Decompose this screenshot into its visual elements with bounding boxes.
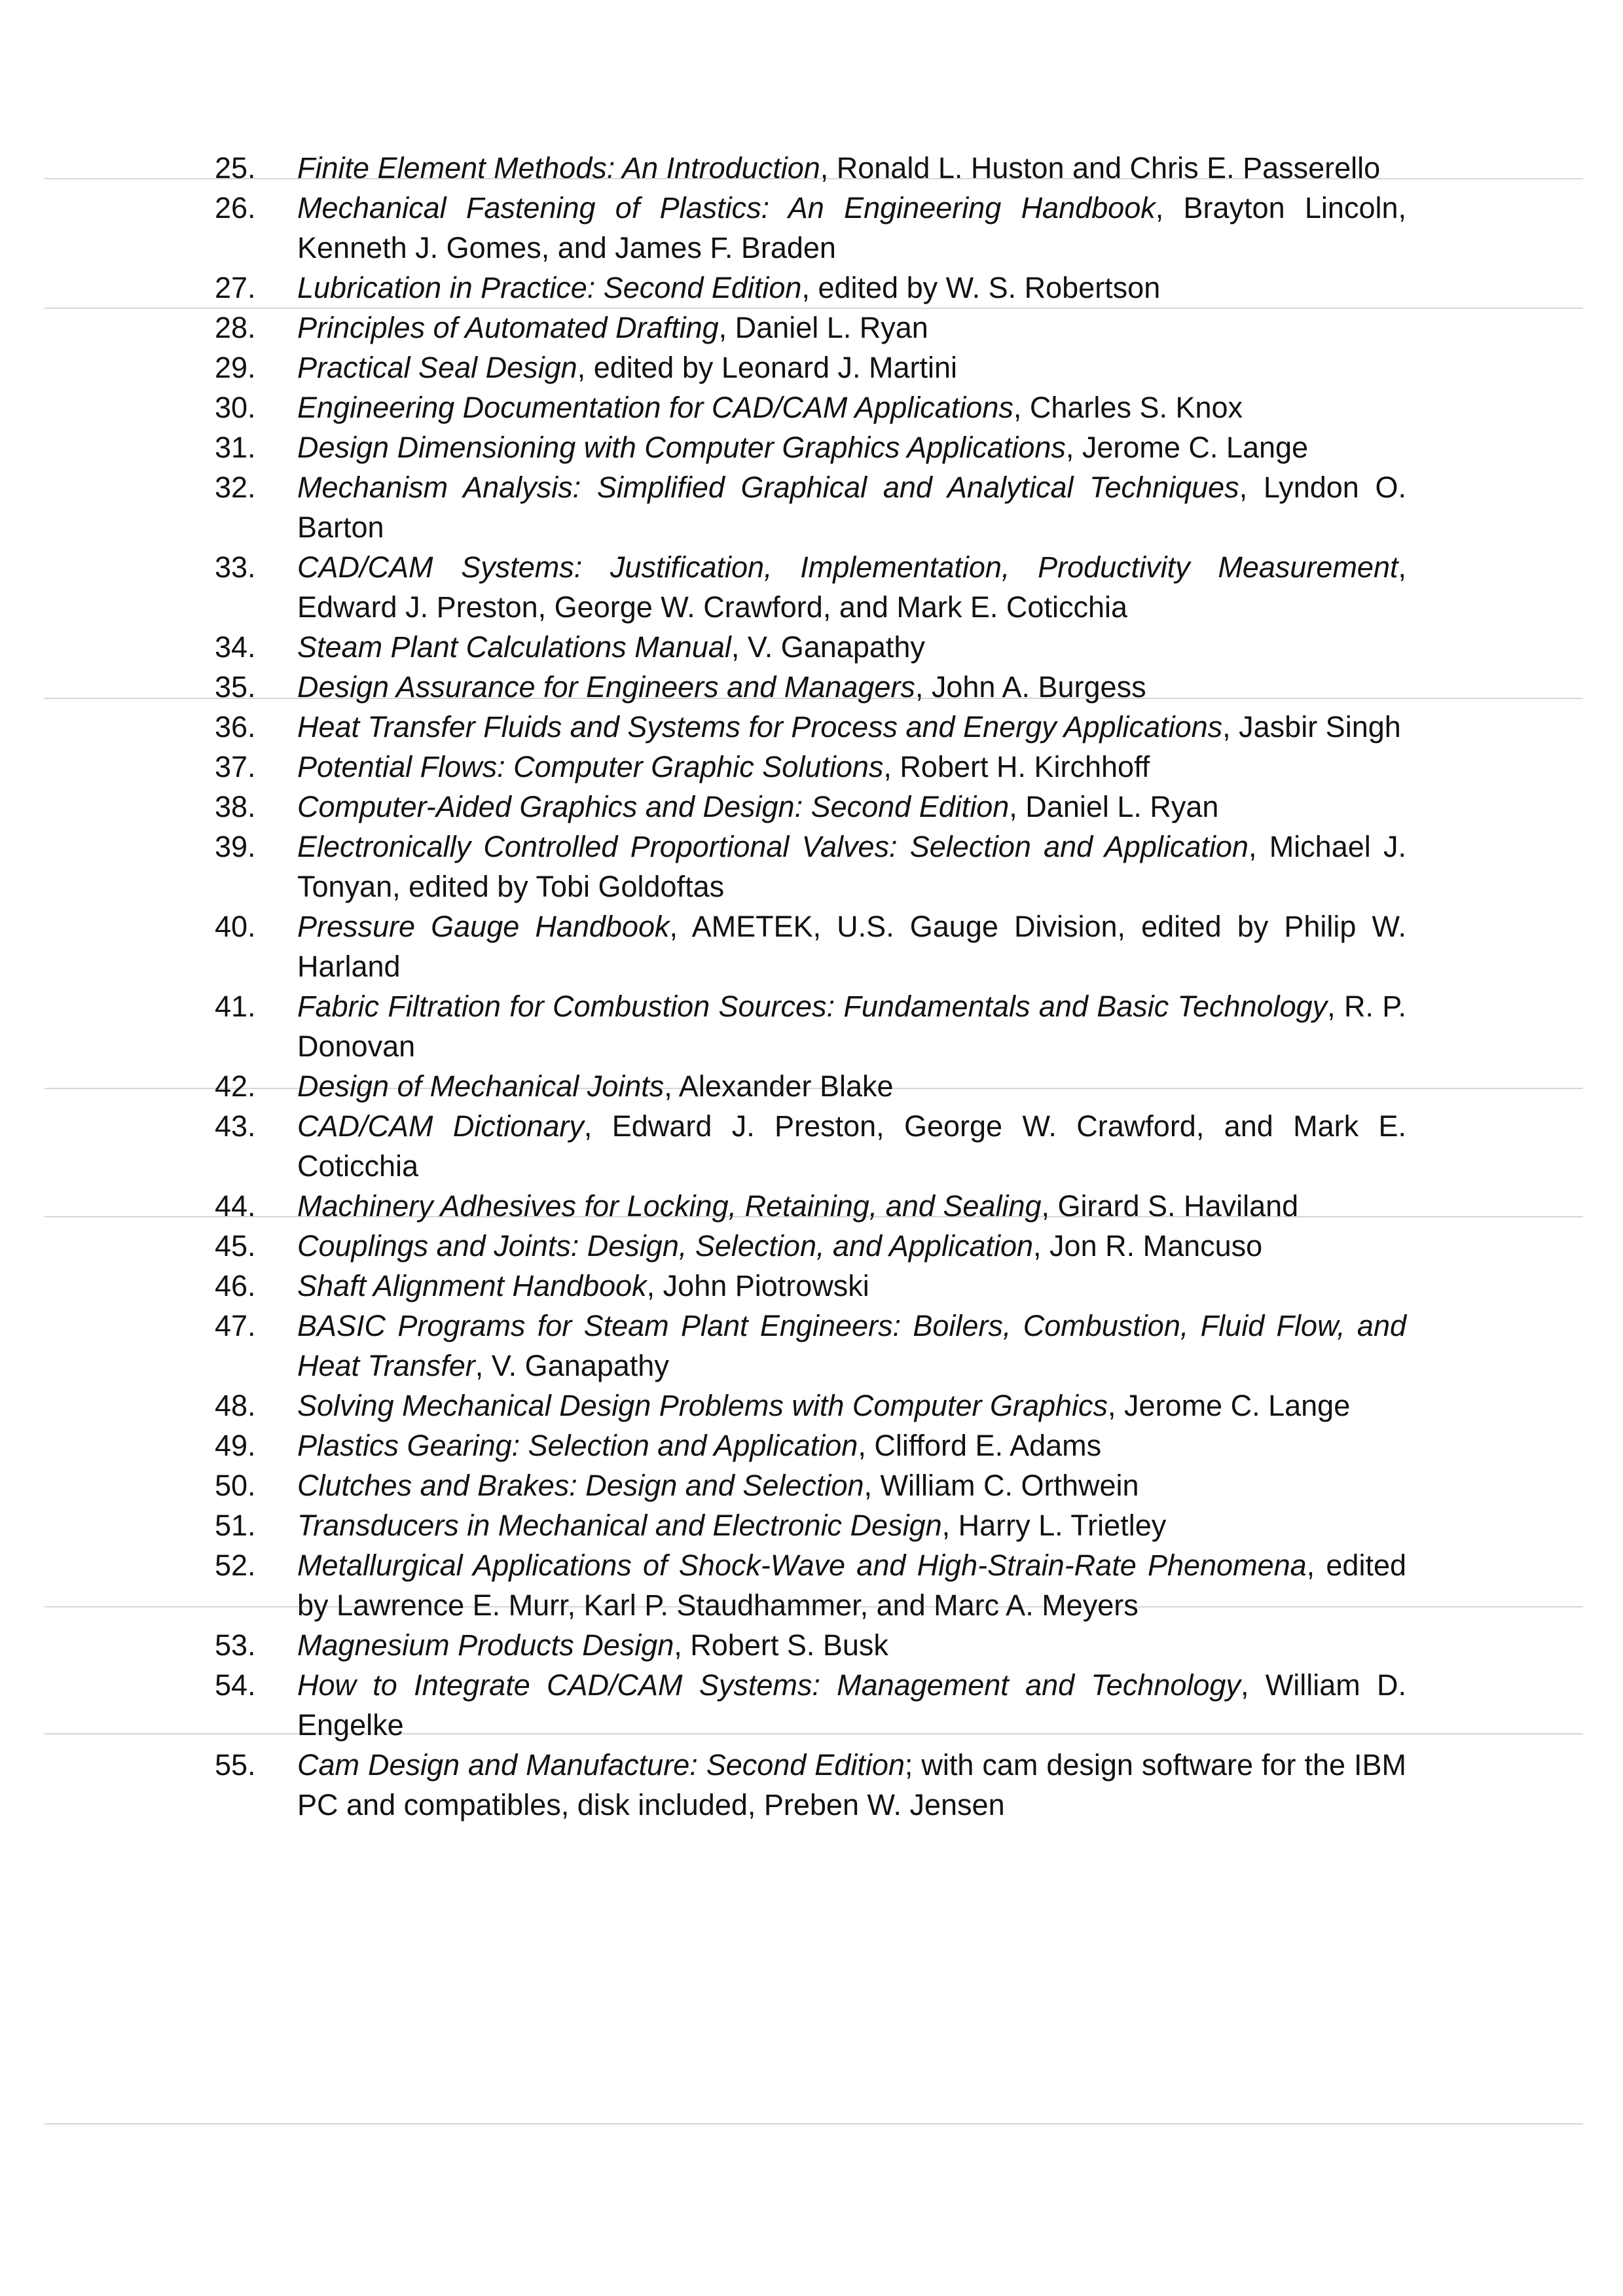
- list-item: [215, 348, 1406, 387]
- entry-authors: , V. Ganapathy: [731, 630, 925, 664]
- list-item: [215, 308, 1406, 348]
- entry-text: [297, 747, 1406, 787]
- entry-number: 52.: [215, 1549, 256, 1582]
- entry-authors: , Girard S. Haviland: [1041, 1189, 1299, 1223]
- list-item: [215, 667, 1406, 707]
- list-item: [215, 787, 1406, 827]
- entry-title: Shaft Alignment Handbook: [297, 1269, 647, 1302]
- entry-text: [297, 1625, 1406, 1665]
- entry-number: 43.: [215, 1109, 256, 1143]
- book-series-list: [215, 148, 1406, 1825]
- list-item: [215, 1186, 1406, 1226]
- entry-authors: , Edward J. Preston, George W. Crawford, and Mark E. Coticchia: [297, 1109, 1406, 1183]
- list-item: [215, 1465, 1406, 1505]
- entry-text: [297, 268, 1406, 308]
- entry-text: [297, 308, 1406, 348]
- entry-number: 26.: [215, 191, 256, 224]
- entry-text: [297, 148, 1406, 188]
- list-item: [215, 188, 1406, 268]
- entry-authors: , Alexander Blake: [664, 1069, 894, 1103]
- entry-number: 55.: [215, 1748, 256, 1782]
- entry-title: Engineering Documentation for CAD/CAM Applications: [297, 391, 1013, 424]
- entry-title: Mechanical Fastening of Plastics: An Engineering Handbook: [297, 191, 1156, 224]
- entry-title: BASIC Programs for Steam Plant Engineers: Boilers, Combustion, Fluid Flow, and Heat Transfer: [297, 1309, 1406, 1382]
- entry-text: [297, 1226, 1406, 1266]
- entry-authors: , Daniel L. Ryan: [1009, 790, 1219, 823]
- entry-number: 36.: [215, 710, 256, 744]
- entry-title: Computer-Aided Graphics and Design: Second Edition: [297, 790, 1010, 823]
- list-item: [215, 1306, 1406, 1386]
- entry-number: 39.: [215, 830, 256, 863]
- entry-title: Pressure Gauge Handbook: [297, 910, 670, 943]
- entry-text: [297, 1745, 1406, 1825]
- entry-number: 30.: [215, 391, 256, 424]
- list-item: [215, 1226, 1406, 1266]
- entry-title: Plastics Gearing: Selection and Application: [297, 1429, 858, 1462]
- entry-number: 32.: [215, 471, 256, 504]
- list-item: [215, 1625, 1406, 1665]
- entry-number: 29.: [215, 351, 256, 384]
- entry-title: Finite Element Methods: An Introduction: [297, 151, 820, 185]
- entry-text: [297, 667, 1406, 707]
- entry-authors: ; with cam design software for the IBM PC and compatibles, disk included, Preben W. Jensen: [297, 1748, 1406, 1821]
- entry-title: Solving Mechanical Design Problems with Computer Graphics: [297, 1389, 1108, 1422]
- entry-number: 48.: [215, 1389, 256, 1422]
- list-item: [215, 1066, 1406, 1106]
- entry-title: Design of Mechanical Joints: [297, 1069, 665, 1103]
- entry-authors: , Charles S. Knox: [1013, 391, 1243, 424]
- entry-title: CAD/CAM Systems: Justification, Implementation, Productivity Measurement: [297, 550, 1398, 584]
- entry-authors: , Edward J. Preston, George W. Crawford, and Mark E. Coticchia: [297, 550, 1406, 624]
- list-item: [215, 707, 1406, 747]
- list-item: [215, 268, 1406, 308]
- list-item: [215, 1386, 1406, 1426]
- entry-text: [297, 1505, 1406, 1545]
- entry-text: [297, 427, 1406, 467]
- list-item: [215, 1545, 1406, 1625]
- entry-title: Design Assurance for Engineers and Managers: [297, 670, 915, 704]
- entry-number: 37.: [215, 750, 256, 783]
- entry-text: [297, 1306, 1406, 1386]
- entry-text: [297, 1665, 1406, 1745]
- entry-title: Heat Transfer Fluids and Systems for Process and Energy Applications: [297, 710, 1223, 744]
- entry-text: [297, 467, 1406, 547]
- list-item: [215, 467, 1406, 547]
- entry-title: Clutches and Brakes: Design and Selection: [297, 1469, 864, 1502]
- entry-number: 46.: [215, 1269, 256, 1302]
- entry-number: 53.: [215, 1628, 256, 1662]
- entry-authors: , AMETEK, U.S. Gauge Division, edited by Philip W. Harland: [297, 910, 1406, 983]
- entry-number: 28.: [215, 311, 256, 344]
- entry-title: CAD/CAM Dictionary: [297, 1109, 584, 1143]
- entry-text: [297, 627, 1406, 667]
- entry-number: 27.: [215, 271, 256, 304]
- entry-title: Principles of Automated Drafting: [297, 311, 719, 344]
- entry-title: Fabric Filtration for Combustion Sources: Fundamentals and Basic Technology: [297, 990, 1328, 1023]
- entry-number: 54.: [215, 1668, 256, 1702]
- list-item: [215, 1665, 1406, 1745]
- list-item: [215, 427, 1406, 467]
- list-item: [215, 1426, 1406, 1465]
- entry-authors: , V. Ganapathy: [475, 1349, 669, 1382]
- entry-number: 42.: [215, 1069, 256, 1103]
- entry-number: 47.: [215, 1309, 256, 1342]
- entry-authors: , Jon R. Mancuso: [1033, 1229, 1263, 1263]
- entry-title: Couplings and Joints: Design, Selection, and Application: [297, 1229, 1034, 1263]
- entry-authors: , Harry L. Trietley: [941, 1509, 1167, 1542]
- entry-title: How to Integrate CAD/CAM Systems: Management and Technology: [297, 1668, 1241, 1702]
- entry-authors: , Jasbir Singh: [1222, 710, 1401, 744]
- entry-text: [297, 1465, 1406, 1505]
- entry-text: [297, 827, 1406, 906]
- entry-number: 34.: [215, 630, 256, 664]
- entry-text: [297, 348, 1406, 387]
- list-item: [215, 1505, 1406, 1545]
- entry-text: [297, 1426, 1406, 1465]
- list-item: [215, 1745, 1406, 1825]
- entry-number: 44.: [215, 1189, 256, 1223]
- entry-authors: , Lyndon O. Barton: [297, 471, 1406, 544]
- entry-text: [297, 1545, 1406, 1625]
- entry-text: [297, 387, 1406, 427]
- entry-authors: , John Piotrowski: [646, 1269, 869, 1302]
- entry-authors: , Jerome C. Lange: [1108, 1389, 1351, 1422]
- entry-number: 50.: [215, 1469, 256, 1502]
- entry-title: Mechanism Analysis: Simplified Graphical and Analytical Techniques: [297, 471, 1239, 504]
- entry-title: Design Dimensioning with Computer Graphics Applications: [297, 431, 1066, 464]
- entry-authors: , edited by W. S. Robertson: [801, 271, 1161, 304]
- entry-authors: , Brayton Lincoln, Kenneth J. Gomes, and James F. Braden: [297, 191, 1406, 264]
- list-item: [215, 1106, 1406, 1186]
- entry-authors: , Ronald L. Huston and Chris E. Passerello: [820, 151, 1381, 185]
- entry-number: 45.: [215, 1229, 256, 1263]
- entry-title: Steam Plant Calculations Manual: [297, 630, 731, 664]
- entry-title: Magnesium Products Design: [297, 1628, 674, 1662]
- entry-authors: , John A. Burgess: [915, 670, 1146, 704]
- list-item: [215, 1266, 1406, 1306]
- entry-title: Electronically Controlled Proportional Valves: Selection and Application: [297, 830, 1249, 863]
- list-item: [215, 547, 1406, 627]
- entry-text: [297, 188, 1406, 268]
- entry-number: 33.: [215, 550, 256, 584]
- entry-authors: , William C. Orthwein: [864, 1469, 1139, 1502]
- entry-number: 40.: [215, 910, 256, 943]
- list-item: [215, 986, 1406, 1066]
- entry-authors: , Michael J. Tonyan, edited by Tobi Goldoftas: [297, 830, 1407, 903]
- entry-authors: , Clifford E. Adams: [858, 1429, 1102, 1462]
- scan-line: [45, 2123, 1583, 2125]
- list-item: [215, 906, 1406, 986]
- entry-text: [297, 707, 1406, 747]
- list-item: [215, 827, 1406, 906]
- entry-text: [297, 1186, 1406, 1226]
- entry-number: 38.: [215, 790, 256, 823]
- entry-text: [297, 1266, 1406, 1306]
- entry-authors: , edited by Lawrence E. Murr, Karl P. Staudhammer, and Marc A. Meyers: [297, 1549, 1406, 1622]
- entry-text: [297, 906, 1406, 986]
- entry-title: Potential Flows: Computer Graphic Solutions: [297, 750, 884, 783]
- entry-title: Transducers in Mechanical and Electronic Design: [297, 1509, 942, 1542]
- entry-title: Cam Design and Manufacture: Second Edition: [297, 1748, 905, 1782]
- entry-authors: , Robert H. Kirchhoff: [883, 750, 1150, 783]
- entry-number: 51.: [215, 1509, 256, 1542]
- entry-text: [297, 1386, 1406, 1426]
- entry-authors: , Jerome C. Lange: [1065, 431, 1309, 464]
- list-item: [215, 148, 1406, 188]
- entry-number: 35.: [215, 670, 256, 704]
- entry-text: [297, 1066, 1406, 1106]
- entry-number: 41.: [215, 990, 256, 1023]
- entry-title: Practical Seal Design: [297, 351, 577, 384]
- list-item: [215, 627, 1406, 667]
- list-item: [215, 387, 1406, 427]
- entry-number: 25.: [215, 151, 256, 185]
- entry-text: [297, 547, 1406, 627]
- entry-number: 49.: [215, 1429, 256, 1462]
- entry-text: [297, 986, 1406, 1066]
- entry-authors: , Robert S. Busk: [674, 1628, 888, 1662]
- entry-title: Metallurgical Applications of Shock-Wave and High-Strain-Rate Phenomena: [297, 1549, 1307, 1582]
- entry-number: 31.: [215, 431, 256, 464]
- entry-title: Machinery Adhesives for Locking, Retaining, and Sealing: [297, 1189, 1042, 1223]
- entry-title: Lubrication in Practice: Second Edition: [297, 271, 802, 304]
- entry-authors: , William D. Engelke: [297, 1668, 1406, 1742]
- entry-authors: , edited by Leonard J. Martini: [577, 351, 958, 384]
- entry-text: [297, 1106, 1406, 1186]
- entry-text: [297, 787, 1406, 827]
- entry-authors: , Daniel L. Ryan: [718, 311, 928, 344]
- list-item: [215, 747, 1406, 787]
- entry-authors: , R. P. Donovan: [297, 990, 1406, 1063]
